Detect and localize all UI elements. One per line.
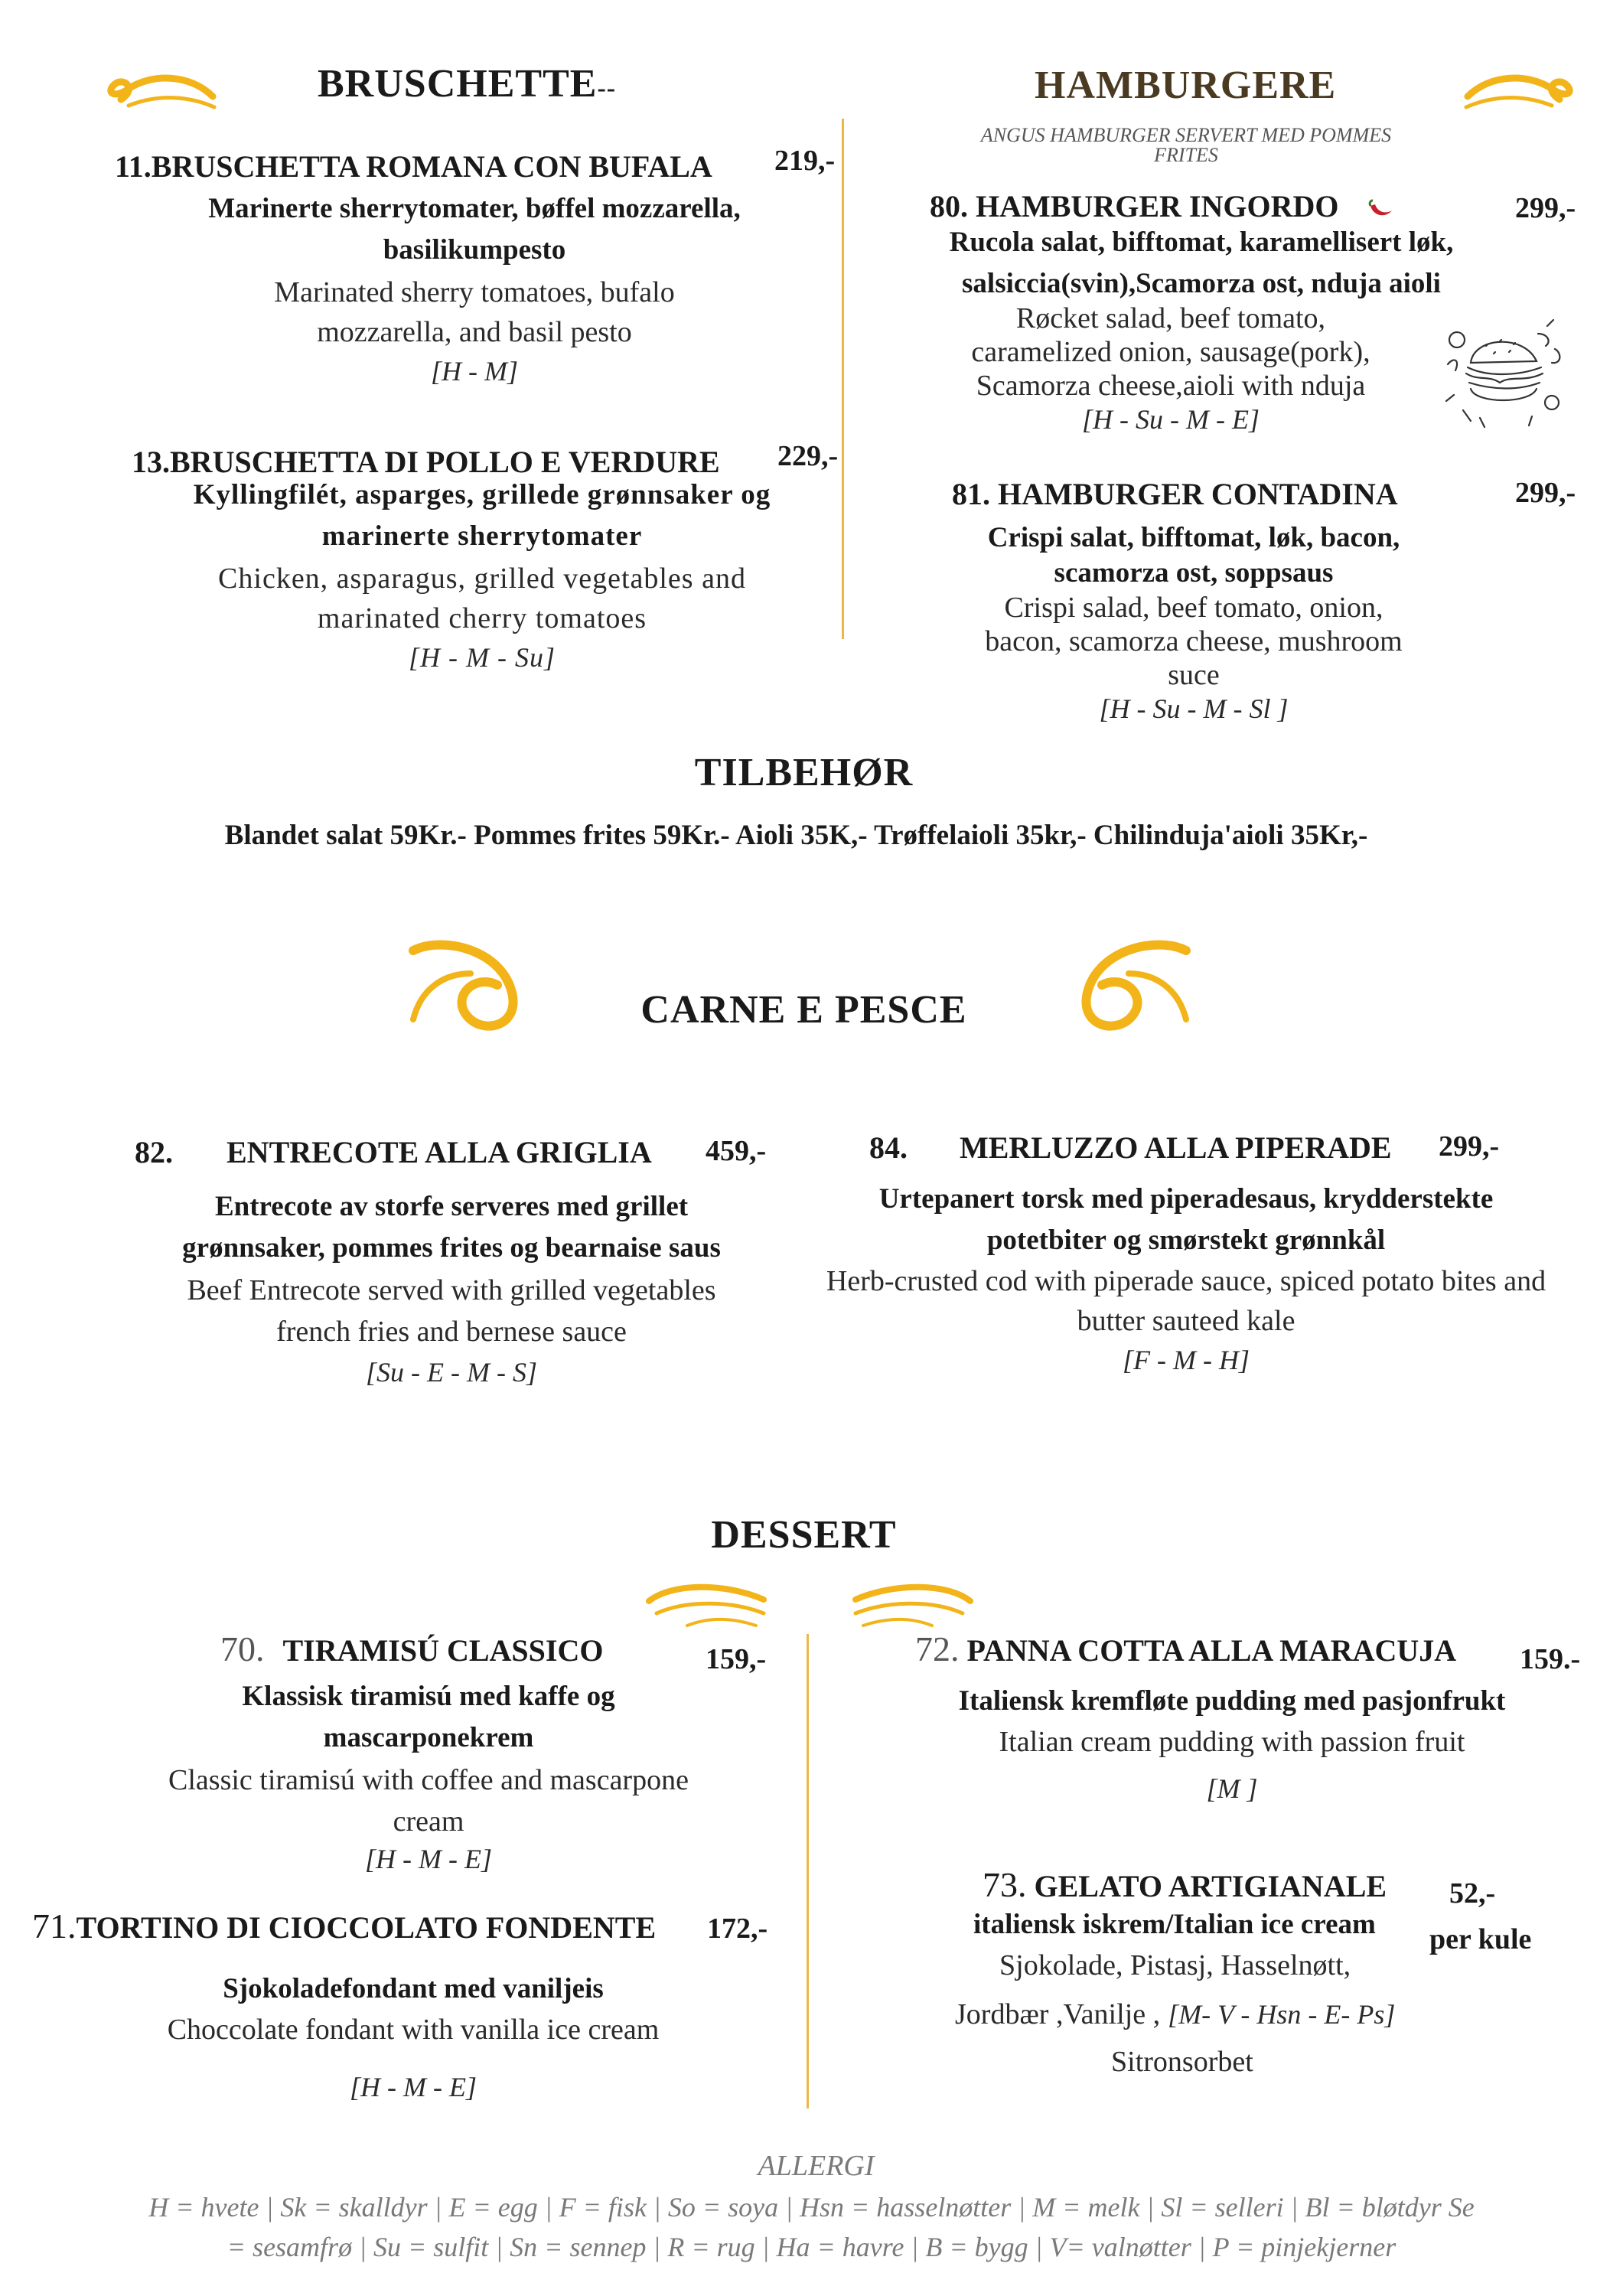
description-english: Herb-crusted cod with piperade sauce, spiced potato bites and	[826, 1265, 1546, 1297]
column-divider-dessert	[807, 1634, 809, 2108]
section-subtitle	[903, 126, 1469, 165]
description-norwegian: scamorza ost, soppsaus	[1054, 557, 1334, 589]
allergen-codes: [H - M - E]	[365, 1844, 492, 1874]
description-english: french fries and bernese sauce	[276, 1316, 627, 1348]
allergen-codes: [H - Su - M - Sl ]	[1099, 693, 1289, 724]
item-name-text: PANNA COTTA ALLA MARACUJA	[966, 1633, 1457, 1668]
description-english: suce	[1168, 659, 1220, 691]
description-english: caramelized onion, sausage(pork),	[971, 336, 1370, 368]
description-norwegian: basilikumpesto	[383, 234, 566, 266]
menu-item-price: 172,-	[707, 1913, 768, 1945]
menu-item-name	[915, 1629, 1456, 1669]
description-norwegian: Klassisk tiramisú med kaffe og	[242, 1681, 615, 1712]
section-title-bruschette: BRUSCHETTE--	[318, 62, 617, 106]
menu-item-price: 229,-	[777, 440, 839, 472]
menu-item-name: 11.BRUSCHETTA ROMANA CON BUFALA	[115, 149, 712, 184]
column-divider-top	[842, 119, 844, 639]
gold-swirl-ornament-top-left	[98, 66, 220, 115]
description-norwegian: potetbiter og smørstekt grønnkål	[986, 1225, 1386, 1256]
allergen-codes: [F - M - H]	[1123, 1345, 1250, 1375]
allergen-legend-line: = sesamfrø | Su = sulfit | Sn = sennep | R = rug | Ha = havre | B = bygg | V= valnøtter | P = pinjekjerner	[227, 2232, 1396, 2262]
item-number: 82.	[135, 1135, 173, 1169]
allergen-codes: [Su - E - M - S]	[366, 1357, 537, 1388]
allergen-codes: [H - M - Su]	[409, 642, 556, 673]
menu-item-description	[781, 1179, 1592, 1376]
section-title-hamburgere: HAMBURGERE	[1035, 64, 1337, 107]
item-name-text: TIRAMISÚ CLASSICO	[282, 1633, 604, 1668]
menu-item-description	[122, 475, 842, 673]
description-english: Italian cream pudding with passion fruit	[999, 1726, 1465, 1758]
menu-item-description	[130, 188, 819, 387]
description-english: Crispi salad, beef tomato, onion,	[1004, 592, 1383, 624]
gold-swirl-ornament-top-right	[1460, 66, 1582, 115]
menu-item-description	[69, 1968, 758, 2103]
gold-swirl-ornament-dessert-left	[641, 1578, 771, 1632]
description-english: Sjokolade, Pistasj, Hasselnøtt,	[999, 1949, 1351, 1981]
menu-item-name: 81. HAMBURGER CONTADINA	[952, 477, 1398, 511]
description-norwegian: Entrecote av storfe serveres med grillet	[214, 1191, 689, 1222]
description-english: cream	[393, 1805, 464, 1838]
description-english: bacon, scamorza cheese, mushroom	[985, 625, 1403, 657]
allergen-legend	[0, 2187, 1623, 2267]
description-english: butter sauteed kale	[1077, 1305, 1295, 1337]
description-english: Marinated sherry tomatoes, bufalo	[274, 276, 675, 308]
description-norwegian: Crispi salat, bifftomat, løk, bacon,	[987, 522, 1400, 553]
item-name-text: TORTINO DI CIOCCOLATO FONDENTE	[76, 1910, 657, 1945]
subtitle-line: ANGUS HAMBURGER SERVERT MED POMMES	[980, 124, 1392, 146]
description-english: Scamorza cheese,aioli with nduja	[976, 370, 1366, 402]
item-name-text: GELATO ARTIGIANALE	[1034, 1869, 1387, 1903]
allergen-codes: [H - M - E]	[350, 2072, 477, 2102]
flavor-line	[955, 1994, 1395, 2034]
allergen-codes: [H - Su - M - E]	[1082, 404, 1260, 435]
section-title-dessert: DESSERT	[711, 1513, 897, 1557]
section-title-carne-e-pesce: CARNE E PESCE	[640, 988, 967, 1032]
menu-item-name	[32, 1906, 656, 1946]
description-norwegian: Italiensk kremfløte pudding med pasjonfrukt	[958, 1685, 1506, 1717]
menu-item-price: 459,-	[706, 1135, 767, 1167]
description-english: Classic tiramisú with coffee and mascarpone	[168, 1764, 689, 1796]
item-number: 72.	[915, 1629, 960, 1668]
menu-item-description	[918, 520, 1469, 726]
menu-item-description	[849, 1681, 1615, 1805]
item-number: 84.	[869, 1130, 908, 1165]
description-english: Røcket salad, beef tomato,	[1015, 302, 1326, 334]
menu-item-price: 299,-	[1439, 1130, 1500, 1163]
menu-item-price: 159,-	[706, 1643, 767, 1675]
price-unit-note: per kule	[1429, 1923, 1532, 1955]
description-norwegian: grønnsaker, pommes frites og bearnaise saus	[182, 1232, 721, 1264]
description-norwegian: italiensk iskrem/Italian ice cream	[973, 1909, 1376, 1940]
allergen-legend-line: H = hvete | Sk = skalldyr | E = egg | F = fisk | So = soya | Hsn = hasselnøtter | M = melk | Sl = selleri | Bl = bløtdyr Se	[148, 2192, 1475, 2223]
menu-item-description	[92, 1676, 765, 1875]
description-norwegian: Sjokoladefondant med vaniljeis	[223, 1973, 604, 2004]
description-norwegian: marinerte sherrytomater	[321, 520, 643, 552]
menu-item-price: 299,-	[1515, 477, 1576, 509]
menu-item-price: 299,-	[1515, 192, 1576, 224]
menu-item-name	[983, 1864, 1387, 1905]
description-norwegian: mascarponekrem	[323, 1722, 534, 1753]
item-number: 71.	[32, 1906, 77, 1945]
description-english: Sitronsorbet	[1111, 2046, 1253, 2078]
chili-pepper-icon	[1366, 198, 1396, 221]
burger-sketch-illustration	[1440, 303, 1570, 433]
menu-item-price: 219,-	[774, 145, 836, 177]
gold-swirl-ornament-dessert-right	[848, 1578, 978, 1632]
description-english: marinated cherry tomatoes	[317, 602, 647, 634]
menu-item-description	[911, 222, 1492, 305]
menu-item-name: MERLUZZO ALLA PIPERADE	[960, 1130, 1392, 1165]
menu-item-name	[220, 1629, 603, 1669]
section-title-tilbehor: TILBEHØR	[694, 751, 914, 794]
subtitle-line: FRITES	[1154, 144, 1218, 166]
allergen-codes: [H - M]	[431, 356, 518, 386]
description-english: Choccolate fondant with vanilla ice cream	[167, 2014, 660, 2046]
menu-item-name: 13.BRUSCHETTA DI POLLO E VERDURE	[132, 445, 720, 479]
description-norwegian: Urtepanert torsk med piperadesaus, krydderstekte	[878, 1183, 1494, 1215]
description-english: Chicken, asparagus, grilled vegetables and	[218, 563, 746, 595]
item-name-text: 80. HAMBURGER INGORDO	[930, 189, 1339, 223]
menu-item-description-english	[941, 302, 1400, 436]
menu-item-name	[930, 188, 1396, 224]
description-norwegian: Rucola salat, bifftomat, karamellisert løk,	[949, 227, 1454, 258]
menu-item-description	[115, 1186, 788, 1388]
menu-item-price: 159.-	[1520, 1643, 1581, 1675]
item-number: 70.	[220, 1629, 265, 1668]
description-english: mozzarella, and basil pesto	[317, 316, 632, 348]
menu-item-price: 52,-	[1449, 1877, 1496, 1910]
allergen-codes: [M- V - Hsn - E- Ps]	[1168, 1999, 1396, 2030]
description-norwegian: salsiccia(svin),Scamorza ost, nduja aioli	[962, 268, 1441, 299]
item-number: 73.	[983, 1865, 1027, 1904]
description-english: Jordbær ,Vanilje ,	[955, 1998, 1161, 2030]
allergen-codes: [M ]	[1206, 1773, 1258, 1804]
description-english: Beef Entrecote served with grilled vegetables	[187, 1274, 716, 1306]
allergen-legend-title: ALLERGI	[758, 2150, 875, 2182]
menu-item-name: ENTRECOTE ALLA GRIGLIA	[227, 1135, 652, 1169]
sides-list: Blandet salat 59Kr.- Pommes frites 59Kr.- Aioli 35K,- Trøffelaioli 35kr,- Chilinduja'aioli 35Kr,-	[224, 820, 1368, 851]
description-norwegian: Kyllingfilét, asparges, grillede grønnsaker og	[193, 479, 771, 510]
description-norwegian: Marinerte sherrytomater, bøffel mozzarella,	[208, 193, 741, 224]
